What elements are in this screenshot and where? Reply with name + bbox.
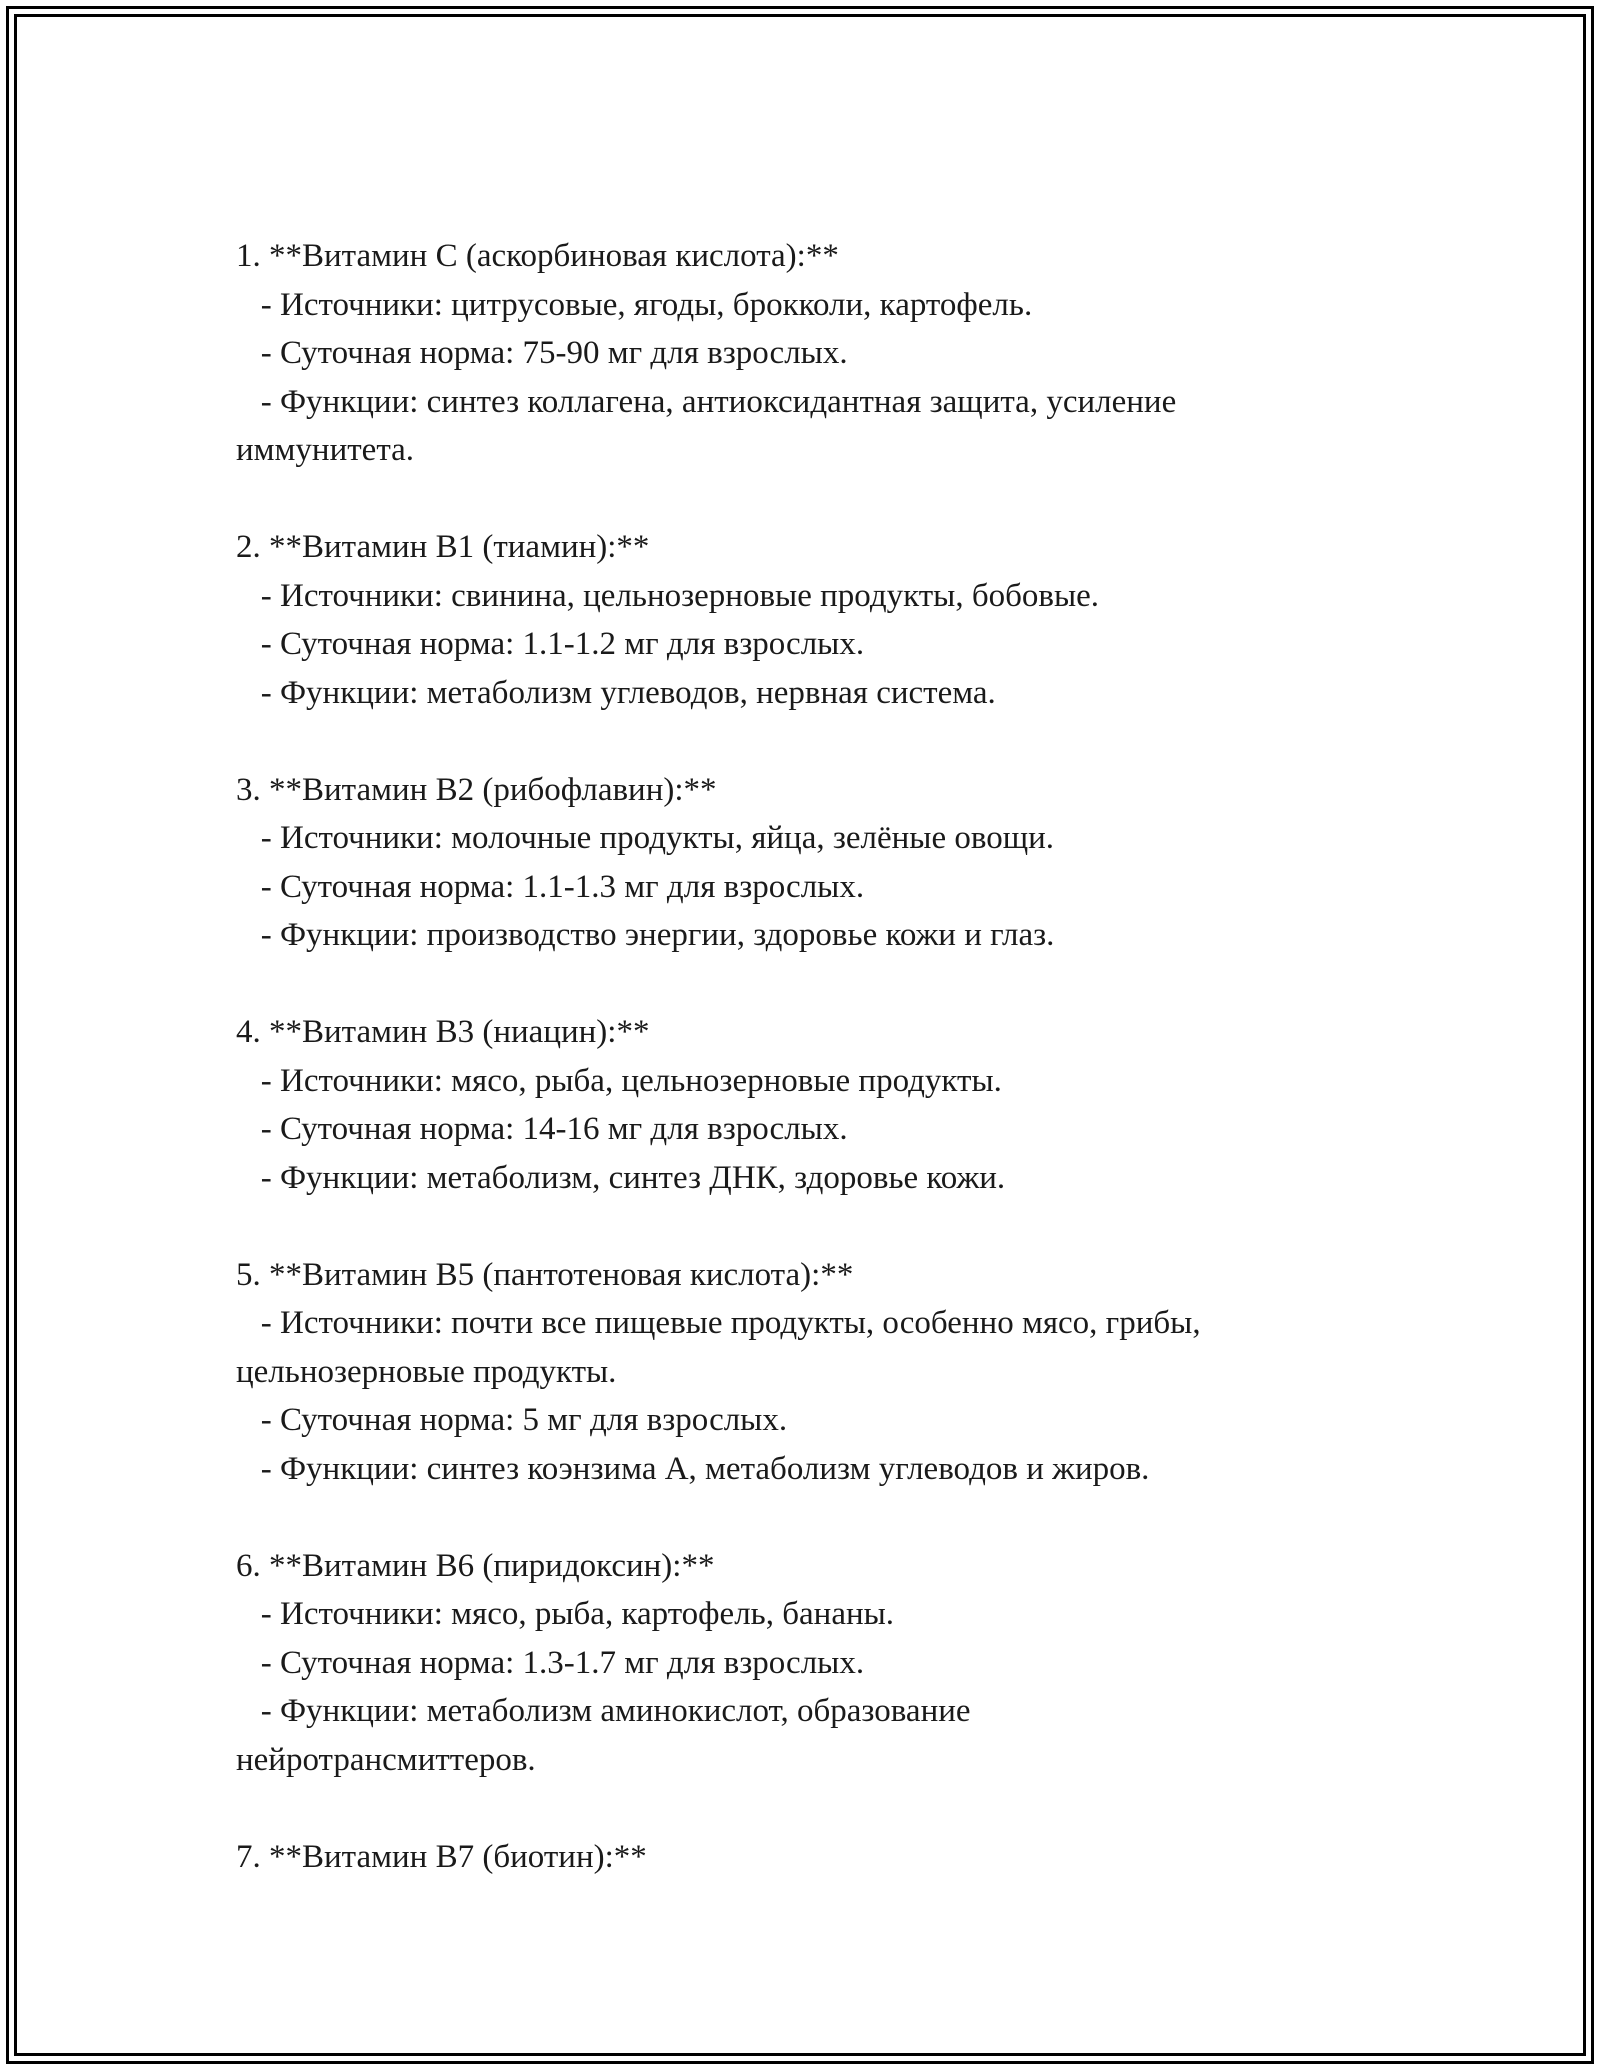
- vitamin-b6-daily-norm: - Суточная норма: 1.3-1.7 мг для взрослых.: [236, 1644, 865, 1681]
- vitamin-b2-daily-norm: - Суточная норма: 1.1-1.3 мг для взрослых.: [236, 868, 865, 905]
- vitamin-b2-sources: - Источники: молочные продукты, яйца, зелёные овощи.: [236, 820, 1055, 856]
- spacer: [236, 960, 1356, 1009]
- spacer: [236, 1493, 1356, 1542]
- vitamin-b6-heading: 6. **Витамин B6 (пиридоксин):**: [236, 1547, 715, 1584]
- vitamin-b3-sources: - Источники: мясо, рыба, цельнозерновые продукты.: [236, 1062, 1002, 1099]
- vitamin-b5-daily-norm: - Суточная норма: 5 мг для взрослых.: [236, 1402, 788, 1438]
- spacer: [236, 1784, 1356, 1833]
- vitamin-b1-functions: - Функции: метаболизм углеводов, нервная система.: [236, 674, 996, 711]
- vitamin-c-heading: 1. **Витамин C (аскорбиновая кислота):**: [236, 238, 839, 274]
- vitamin-b5-heading: 5. **Витамин B5 (пантотеновая кислота):**: [236, 1256, 854, 1293]
- spacer: [236, 475, 1356, 524]
- vitamin-b1-heading: 2. **Витамин B1 (тиамин):**: [236, 529, 650, 565]
- vitamin-b1-daily-norm: - Суточная норма: 1.1-1.2 мг для взрослых.: [236, 626, 865, 662]
- vitamin-b2-heading: 3. **Витамин B2 (рибофлавин):**: [236, 771, 717, 808]
- vitamin-c-functions: - Функции: синтез коллагена, антиоксидантная защита, усиление: [236, 383, 1177, 420]
- vitamin-b6-sources: - Источники: мясо, рыба, картофель, бананы.: [236, 1596, 895, 1632]
- vitamin-c-daily-norm: - Суточная норма: 75-90 мг для взрослых.: [236, 335, 848, 371]
- vitamin-b5-sources: - Источники: почти все пищевые продукты, особенно мясо, грибы,: [236, 1305, 1201, 1341]
- vitamin-c-functions-continued: иммунитета.: [236, 432, 415, 468]
- vitamin-b7-heading: 7. **Витамин B7 (биотин):**: [236, 1838, 647, 1875]
- vitamin-b3-daily-norm: - Суточная норма: 14-16 мг для взрослых.: [236, 1111, 848, 1147]
- vitamin-b3-heading: 4. **Витамин B3 (ниацин):**: [236, 1014, 650, 1050]
- vitamin-b6-functions: - Функции: метаболизм аминокислот, образование: [236, 1693, 971, 1729]
- vitamin-b2-functions: - Функции: производство энергии, здоровье кожи и глаз.: [236, 917, 1055, 953]
- document-body: [236, 232, 1356, 1881]
- vitamin-b3-functions: - Функции: метаболизм, синтез ДНК, здоровье кожи.: [236, 1159, 1006, 1196]
- vitamin-c-sources: - Источники: цитрусовые, ягоды, брокколи, картофель.: [236, 286, 1033, 323]
- vitamin-b5-functions: - Функции: синтез коэнзима A, метаболизм углеводов и жиров.: [236, 1450, 1150, 1487]
- vitamin-b1-sources: - Источники: свинина, цельнозерновые продукты, бобовые.: [236, 577, 1100, 614]
- spacer: [236, 717, 1356, 766]
- vitamin-b5-sources-continued: цельнозерновые продукты.: [236, 1353, 617, 1390]
- vitamin-b6-functions-continued: нейротрансмиттеров.: [236, 1741, 536, 1778]
- spacer: [236, 1202, 1356, 1251]
